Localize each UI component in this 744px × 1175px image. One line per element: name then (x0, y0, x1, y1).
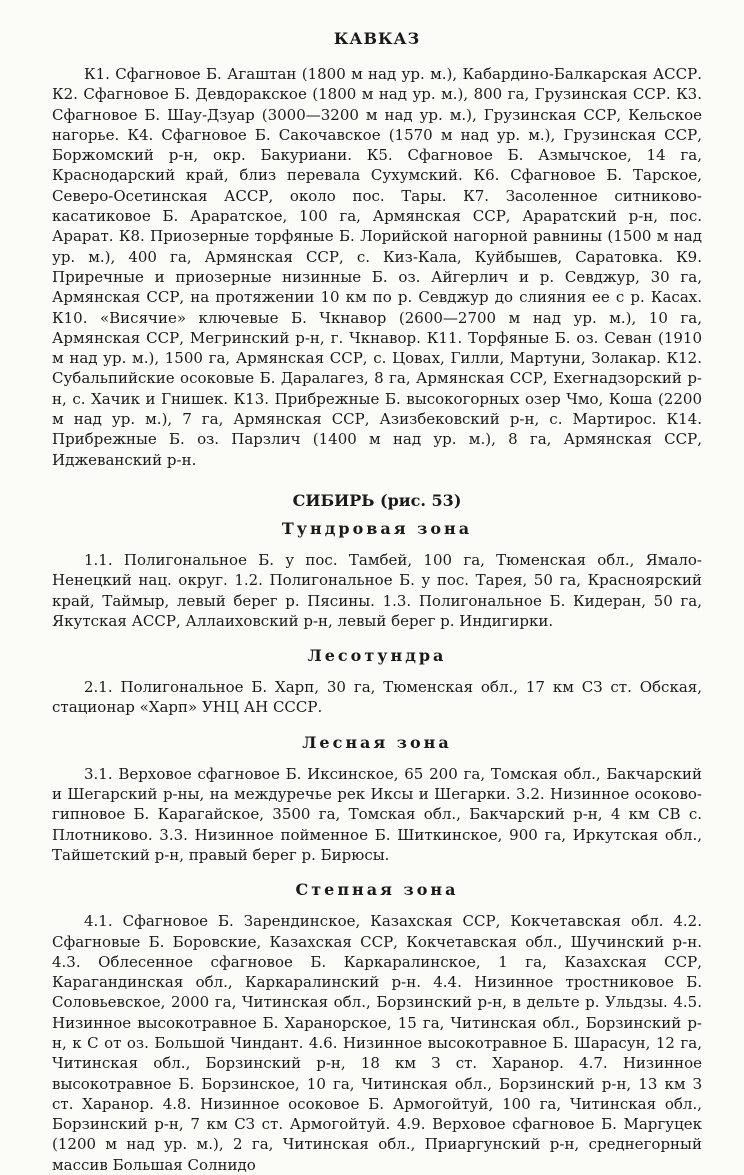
steppe-paragraph: 4.1. Сфагновое Б. Зарендинское, Казахская ССР, Кокчетавская обл. 4.2. Сфагновые Б. Боровские, Казахская ССР, Кокчетавская обл., Шучинский р-н. 4.3. Облесенное сфагновое Б. Каркаралинское, 1 га, Казахская ССР, Карагандинская обл., Каркаралинский р-н. 4.4. Низинное тростниковое Б. Соловьевское, 2000 га, Читинская обл., Борзинский р-н, в дельте р. Ульдзы. 4.5. Низинное высокотравное Б. Харанорское, 15 га, Читинская обл., Борзинский р-н, к С от оз. Большой Чиндант. 4.6. Низинное высокотравное Б. Шарасун, 12 га, Читинская обл., Борзинский р-н, 18 км З ст. Харанор. 4.7. Низинное высокотравное Б. Борзинское, 10 га, Читинская обл., Борзинский р-н, 13 км З ст. Харанор. 4.8. Низинное осоковое Б. Армогойтуй, 100 га, Читинская обл., Борзинский р-н, 7 км СЗ ст. Армогойтуй. 4.9. Верховое сфагновое Б. Маргуцек (1200 м над ур. м.), 2 га, Читинская обл., Приаргунский р-н, среднегорный массив Большая Солнидо (52, 912, 702, 1174)
zone-title-forest: Лесная зона (302, 732, 452, 752)
lesotundra-paragraph: 2.1. Полигональное Б. Харп, 30 га, Тюменская обл., 17 км СЗ ст. Обская, стационар «Харп» УНЦ АН СССР. (52, 678, 702, 717)
tundra-paragraph: 1.1. Полигональное Б. у пос. Тамбей, 100 га, Тюменская обл., Ямало-Ненецкий нац. округ. 1.2. Полигональное Б. у пос. Тарея, 50 га, Красноярский край, Таймыр, левый берег р. Пясины. 1.3. Полигональное Б. Кидеран, 50 га, Якутская АССР, Аллаиховский р-н, левый берег р. Индигирки. (52, 550, 702, 630)
section-title-kavkaz: КАВКАЗ (333, 29, 421, 48)
zone-title-tundra: Тундровая зона (281, 518, 473, 538)
zone-title-steppe: Степная зона (295, 880, 459, 900)
forest-paragraph: 3.1. Верховое сфагновое Б. Иксинское, 65 200 га, Томская обл., Бакчарский и Шегарский р-ны, на междуречье рек Иксы и Шегарки. 3.2. Низинное осоково-гипновое Б. Карагайское, 3500 га, Томская обл., Бакчарский р-н, 4 км СВ с. Плотниково. 3.3. Низинное пойменное Б. Шиткинское, 900 га, Иркутская обл., Тайшетский р-н, правый берег р. Бирюсы. (52, 764, 702, 864)
section-title-sibir: СИБИРЬ (рис. 53) (292, 490, 462, 510)
kavkaz-paragraph: К1. Сфагновое Б. Агаштан (1800 м над ур. м.), Кабардино-Балкарская АССР. К2. Сфагновое Б. Девдоракское (1800 м над ур. м.), 800 га, Грузинская ССР. К3. Сфагновое Б. Шау-Дзуар (3000—3200 м над ур. м.), Грузинская ССР, Кельское нагорье. К4. Сфагновое Б. Сакочавское (1570 м над ур. м.), Грузинская ССР, Боржомский р-н, окр. Бакуриани. К5. Сфагновое Б. Азмычское, 14 га, Краснодарский край, близ перевала Сухумский. К6. Сфагновое Б. Тарское, Северо-Осетинская АССР, около пос. Тары. К7. Засоленное ситниково-касатиковое Б. Араратское, 100 га, Армянская ССР, Араратский р-н, пос. Арарат. К8. Приозерные торфяные Б. Лорийской нагорной равнины (1500 м над ур. м.), 400 га, Армянская ССР, с. Киз-Кала, Куйбышев, Саратовка. К9. Приречные и приозерные низинные Б. оз. Айгерлич и р. Севджур, 30 га, Армянская ССР, на протяжении 10 км по р. Севджур до слияния ее с р. Касах. К10. «Висячие» ключевые Б. Чкнавор (2600—2700 м над ур. м.), 10 га, Армянская ССР, Мегринский р-н, г. Чкнавор. К11. Торфяные Б. оз. Севан (1910 м над ур. м.), 1500 га, Армянская ССР, с. Цовах, Гилли, Мартуни, Золакар. К12. Субальпийские осоковые Б. Даралагез, 8 га, Армянская ССР, Ехегнадзорский р-н, с. Хачик и Гнишек. К13. Прибрежные Б. высокогорных озер Чмо, Коша (2200 м над ур. м.), 7 га, Армянская ССР, Азизбековский р-н, с. Мартирос. К14. Прибрежные Б. оз. Парзлич (1400 м над ур. м.), 8 га, Армянская ССР, Иджеванский р-н. (52, 65, 702, 469)
zone-title-lesotundra: Лесотундра (307, 646, 447, 666)
